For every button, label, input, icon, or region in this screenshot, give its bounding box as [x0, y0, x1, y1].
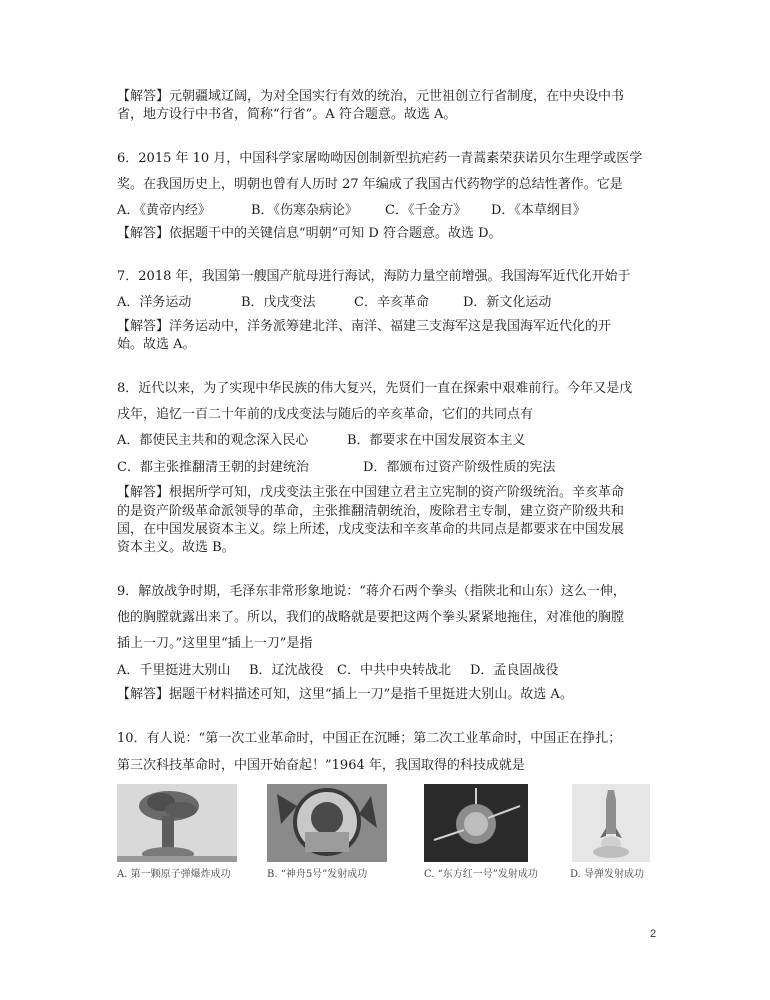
figure-b [267, 784, 387, 888]
option-c: C．《千金方》 [385, 203, 467, 218]
question-6-stem: 奖。在我国历史上，明朝也曾有人历时 27 年编成了我国古代药物学的总结性著作。它是 [117, 177, 623, 192]
satellite-photo-icon [424, 784, 528, 862]
question-8-answer: 国，在中国发展资本主义。综上所述，戊戌变法和辛亥革命的共同点是都要求在中国发展 [117, 522, 625, 537]
mushroom-cloud-photo-icon [117, 784, 237, 862]
option-a: A．《黄帝内经》 [117, 203, 211, 218]
question-8-answer: 【解答】根据所学可知，戊戌变法主张在中国建立君主立宪制的资产阶级统治。辛亥革命 [117, 485, 625, 500]
question-8-answer: 资本主义。故选 B。 [117, 540, 235, 555]
question-7-options [117, 294, 662, 312]
question-9-answer: 【解答】据题干材料描述可知，这里“插上一刀”是指千里挺进大别山。故选 A。 [117, 687, 573, 702]
figure-caption: C. “东方红一号”发射成功 [424, 869, 538, 880]
option-c: C．都主张推翻清王朝的封建统治 [117, 460, 309, 475]
option-b: B．戊戌变法 [241, 295, 316, 310]
question-10-stem: 第三次科技革命时，中国开始奋起！”1964 年，我国取得的科技成就是 [117, 758, 525, 773]
question-8-stem: 戌年，追忆一百二十年前的戊戌变法与随后的辛亥革命，它们的共同点有 [117, 407, 534, 422]
answer-line: 【解答】元朝疆域辽阔，为对全国实行有效的统治，元世祖创立行省制度，在中央设中书 [117, 89, 625, 104]
question-10-figures [117, 784, 662, 888]
figure-caption: B. “神舟5号”发射成功 [267, 869, 368, 880]
option-d: D．新文化运动 [463, 295, 552, 310]
figure-caption: A. 第一颗原子弹爆炸成功 [117, 869, 231, 880]
question-7-answer: 【解答】洋务运动中，洋务派筹建北洋、南洋、福建三支海军这是我国海军近代化的开 [117, 319, 612, 334]
question-10-stem: 10．有人说：“第一次工业革命时，中国正在沉睡；第二次工业革命时，中国正在挣扎； [117, 731, 622, 746]
option-a: A．洋务运动 [117, 295, 192, 310]
option-a: A．都使民主共和的观念深入民心 [117, 433, 309, 448]
question-6-answer: 【解答】依据题干中的关键信息“明朝”可知 D 符合题意。故选 D。 [117, 226, 502, 241]
question-9-stem: 插上一刀。”这里里“插上一刀”是指 [117, 636, 313, 651]
question-8-options-row1 [117, 432, 662, 450]
option-b: B．《伤寒杂病论》 [251, 203, 359, 218]
option-d: D．都颁布过资产阶级性质的宪法 [363, 460, 556, 475]
figure-d [572, 784, 650, 888]
option-c: C．辛亥革命 [354, 295, 429, 310]
question-6-stem: 6．2015 年 10 月，中国科学家屠呦呦因创制新型抗疟药一青蒿素荣获诺贝尔生理学或医学 [117, 151, 643, 166]
question-8-options-row2 [117, 459, 662, 477]
question-7-stem: 7．2018 年，我国第一艘国产航母进行海试，海防力量空前增强。我国海军近代化开始于 [117, 269, 631, 284]
answer-line: 省，地方设行中书省，简称“行省”。A 符合题意。故选 A。 [117, 107, 457, 122]
option-b: B．都要求在中国发展资本主义 [347, 433, 526, 448]
option-d: D．《本草纲目》 [491, 203, 586, 218]
question-6-options [117, 202, 662, 220]
figure-c [424, 784, 538, 888]
option-a: A．千里挺进大别山 [117, 663, 231, 678]
question-7-answer: 始。故选 A。 [117, 337, 196, 352]
question-9-stem: 9．解放战争时期，毛泽东非常形象地说：“蒋介石两个拳头（指陕北和山东）这么一伸， [117, 584, 626, 599]
question-9-stem: 他的胸膛就露出来了。所以，我们的战略就是要把这两个拳头紧紧地拖住，对准他的胸膛 [117, 610, 625, 625]
figure-a [117, 784, 237, 888]
question-8-stem: 8．近代以来，为了实现中华民族的伟大复兴，先贤们一直在探索中艰难前行。今年又是戊 [117, 381, 633, 396]
question-9-options [117, 662, 662, 680]
option-d: D．孟良固战役 [470, 663, 559, 678]
astronaut-photo-icon [267, 784, 387, 862]
page-number: 2 [650, 928, 657, 940]
figure-caption: D. 导弹发射成功 [570, 869, 645, 880]
option-b: B．辽沈战役 [249, 663, 324, 678]
question-8-answer: 的是资产阶级革命派领导的革命，主张推翻清朝统治，废除君主专制，建立资产阶级共和 [117, 504, 625, 519]
option-c: C．中共中央转战北 [337, 663, 451, 678]
missile-photo-icon [572, 784, 650, 862]
